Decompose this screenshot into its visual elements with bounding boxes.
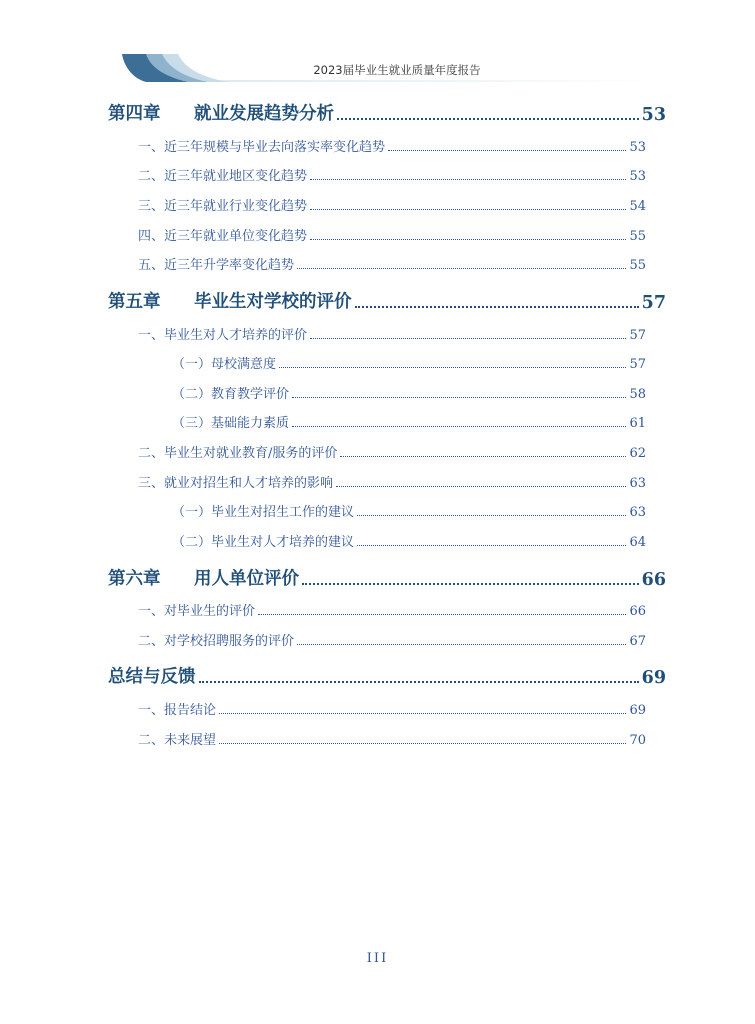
dot-leader bbox=[337, 118, 639, 120]
toc-section[interactable] bbox=[138, 165, 646, 184]
toc-section[interactable] bbox=[138, 600, 646, 619]
dot-leader bbox=[336, 486, 626, 487]
subsection-page: 58 bbox=[629, 387, 646, 402]
section-page: 53 bbox=[629, 169, 646, 184]
section-title: 五、近三年升学率变化趋势 bbox=[138, 258, 295, 273]
subsection-title: （二）教育教学评价 bbox=[172, 387, 290, 402]
dot-leader bbox=[310, 338, 626, 339]
dot-leader bbox=[388, 150, 626, 151]
chapter-page: 53 bbox=[641, 105, 666, 125]
toc-section[interactable] bbox=[138, 729, 646, 748]
subsection-title: （一）毕业生对招生工作的建议 bbox=[172, 505, 355, 520]
section-title: 三、近三年就业行业变化趋势 bbox=[138, 199, 308, 214]
toc-chapter-6[interactable] bbox=[108, 565, 666, 590]
dot-leader bbox=[279, 367, 626, 368]
dot-leader bbox=[297, 644, 626, 645]
page-number: III bbox=[366, 951, 389, 966]
section-title: 一、毕业生对人才培养的评价 bbox=[138, 328, 308, 343]
section-page: 70 bbox=[629, 733, 646, 748]
dot-leader bbox=[357, 545, 626, 546]
dot-leader bbox=[297, 268, 626, 269]
subsection-page: 63 bbox=[629, 505, 646, 520]
section-title: 二、毕业生对就业教育/服务的评价 bbox=[138, 446, 338, 461]
toc-summary[interactable] bbox=[108, 663, 666, 688]
toc-section[interactable] bbox=[138, 630, 646, 649]
section-title: 二、未来展望 bbox=[138, 733, 217, 748]
toc-subsection[interactable] bbox=[172, 531, 646, 550]
toc-subsection[interactable] bbox=[172, 501, 646, 520]
subsection-page: 61 bbox=[629, 416, 646, 431]
section-title: 一、对毕业生的评价 bbox=[138, 604, 256, 619]
section-page: 57 bbox=[629, 328, 646, 343]
dot-leader bbox=[310, 179, 626, 180]
subsection-title: （一）母校满意度 bbox=[172, 357, 277, 372]
dot-leader bbox=[302, 583, 639, 585]
toc-subsection[interactable] bbox=[172, 412, 646, 431]
toc-section[interactable] bbox=[138, 225, 646, 244]
dot-leader bbox=[310, 239, 626, 240]
section-title: 三、就业对招生和人才培养的影响 bbox=[138, 476, 334, 491]
section-page: 69 bbox=[629, 703, 646, 718]
chapter-page: 57 bbox=[641, 293, 666, 313]
chapter-title: 就业发展趋势分析 bbox=[194, 104, 334, 124]
dot-leader bbox=[310, 209, 626, 210]
toc-section[interactable] bbox=[138, 442, 646, 461]
subsection-title: （三）基础能力素质 bbox=[172, 416, 290, 431]
section-page: 55 bbox=[629, 229, 646, 244]
toc-section[interactable] bbox=[138, 699, 646, 718]
section-page: 55 bbox=[629, 258, 646, 273]
dot-leader bbox=[258, 614, 626, 615]
section-title: 二、对学校招聘服务的评价 bbox=[138, 634, 295, 649]
chapter-page: 66 bbox=[641, 570, 666, 590]
toc-section[interactable] bbox=[138, 136, 646, 155]
dot-leader bbox=[357, 515, 626, 516]
toc-subsection[interactable] bbox=[172, 353, 646, 372]
subsection-title: （二）毕业生对人才培养的建议 bbox=[172, 535, 355, 550]
toc-section[interactable] bbox=[138, 254, 646, 273]
dot-leader bbox=[199, 681, 639, 683]
subsection-page: 57 bbox=[629, 357, 646, 372]
chapter-title: 毕业生对学校的评价 bbox=[194, 292, 352, 312]
section-page: 62 bbox=[629, 446, 646, 461]
chapter-number: 第五章 bbox=[108, 292, 161, 312]
chapter-number: 第四章 bbox=[108, 104, 161, 124]
toc-section[interactable] bbox=[138, 195, 646, 214]
subsection-page: 64 bbox=[629, 535, 646, 550]
section-title: 四、近三年就业单位变化趋势 bbox=[138, 229, 308, 244]
dot-leader bbox=[292, 426, 626, 427]
toc-subsection[interactable] bbox=[172, 383, 646, 402]
chapter-page: 69 bbox=[641, 668, 666, 688]
section-page: 63 bbox=[629, 476, 646, 491]
section-title: 一、报告结论 bbox=[138, 703, 217, 718]
section-title: 二、近三年就业地区变化趋势 bbox=[138, 169, 308, 184]
section-title: 一、近三年规模与毕业去向落实率变化趋势 bbox=[138, 140, 386, 155]
section-page: 67 bbox=[629, 634, 646, 649]
dot-leader bbox=[219, 743, 626, 744]
section-page: 66 bbox=[629, 604, 646, 619]
toc-section[interactable] bbox=[138, 472, 646, 491]
toc-chapter-5[interactable] bbox=[108, 288, 666, 313]
section-page: 53 bbox=[629, 140, 646, 155]
header-title: 2023届毕业生就业质量年度报告 bbox=[313, 63, 481, 77]
toc-section[interactable] bbox=[138, 324, 646, 343]
chapter-number: 第六章 bbox=[108, 569, 161, 589]
dot-leader bbox=[219, 713, 626, 714]
dot-leader bbox=[292, 397, 626, 398]
chapter-title: 用人单位评价 bbox=[194, 569, 299, 589]
dot-leader bbox=[355, 306, 639, 308]
dot-leader bbox=[340, 456, 626, 457]
section-page: 54 bbox=[629, 199, 646, 214]
toc-chapter-4[interactable] bbox=[108, 100, 666, 125]
chapter-title: 总结与反馈 bbox=[108, 667, 196, 687]
